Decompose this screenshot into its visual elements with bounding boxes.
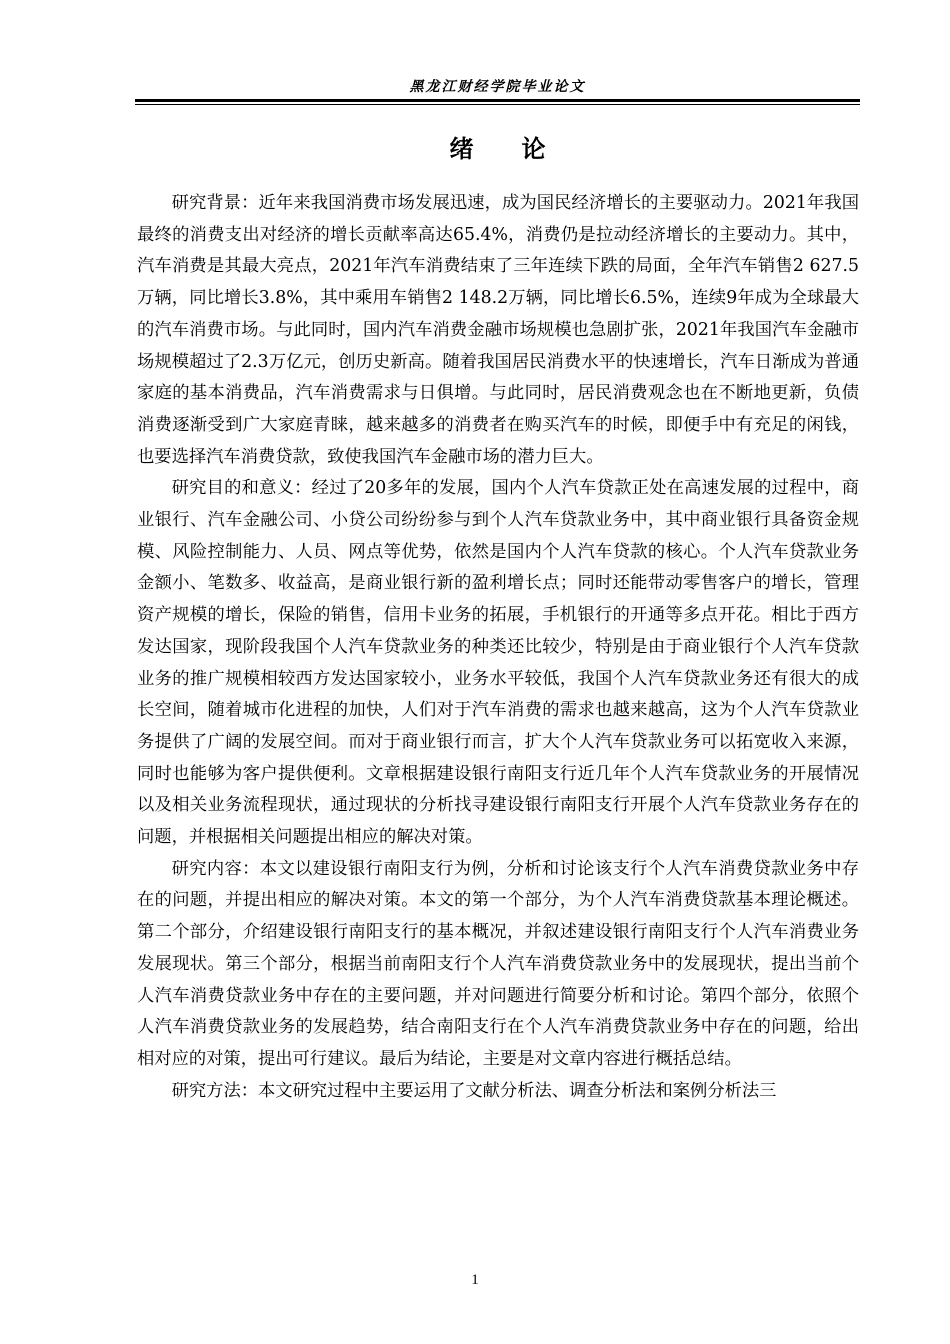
- paragraph-research-method: 研究方法：本文研究过程中主要运用了文献分析法、调查分析法和案例分析法三: [171, 1080, 777, 1101]
- body-text: [137, 188, 859, 1107]
- chapter-title: [135, 133, 860, 165]
- paragraph-research-background: 研究背景：近年来我国消费市场发展迅速，成为国民经济增长的主要驱动力。2021年我国最终的消费支出对经济的增长贡献率高达65.4%，消费仍是拉动经济增长的主要动力。其中，汽车消费是其最大亮点，2021年汽车消费结束了三年连续下跌的局面，全年汽车销售2 627.5万辆，同比增长3.8%，其中乘用车销售2 148.2万辆，同比增长6.5%，连续9年成为全球最大的汽车消费市场。与此同时，国内汽车消费金融市场规模也急剧扩张，2021年我国汽车金融市场规模超过了2.3万亿元，创历史新高。随着我国居民消费水平的快速增长，汽车日渐成为普通家庭的基本消费品，汽车消费需求与日俱增。与此同时，居民消费观念也在不断地更新，负债消费逐渐受到广大家庭青睐，越来越多的消费者在购买汽车的时候，即便手中有充足的闲钱，也要选择汽车消费贷款，致使我国汽车金融市场的潜力巨大。: [137, 193, 859, 467]
- running-header-title: 黑龙江财经学院毕业论文: [409, 79, 586, 95]
- header-rule-thin: [135, 104, 860, 105]
- chapter-title-part-2: 论: [521, 135, 546, 163]
- chapter-title-part-1: 绪: [449, 135, 474, 163]
- page-number: 1: [471, 1272, 479, 1288]
- header-rule-thick: [135, 99, 860, 102]
- paragraph-research-content: 研究内容：本文以建设银行南阳支行为例，分析和讨论该支行个人汽车消费贷款业务中存在的问题，并提出相应的解决对策。本文的第一个部分，为个人汽车消费贷款基本理论概述。第二个部分，介绍建设银行南阳支行的基本概况，并叙述建设银行南阳支行个人汽车消费业务发展现状。第三个部分，根据当前南阳支行个人汽车消费贷款业务中的发展现状，提出当前个人汽车消费贷款业务中存在的主要问题，并对问题进行简要分析和讨论。第四个部分，依照个人汽车消费贷款业务的发展趋势，结合南阳支行在个人汽车消费贷款业务中存在的问题，给出相对应的对策，提出可行建议。最后为结论，主要是对文章内容进行概括总结。: [137, 858, 859, 1069]
- paragraph-research-purpose: 研究目的和意义：经过了20多年的发展，国内个人汽车贷款正处在高速发展的过程中，商业银行、汽车金融公司、小贷公司纷纷参与到个人汽车贷款业务中，其中商业银行具备资金规模、风险控制能力、人员、网点等优势，依然是国内个人汽车贷款的核心。个人汽车贷款业务金额小、笔数多、收益高，是商业银行新的盈利增长点；同时还能带动零售客户的增长，管理资产规模的增长，保险的销售，信用卡业务的拓展，手机银行的开通等多点开花。相比于西方发达国家，现阶段我国个人汽车贷款业务的种类还比较少，特别是由于商业银行个人汽车贷款业务的推广规模相较西方发达国家较小，业务水平较低，我国个人汽车贷款业务还有很大的成长空间，随着城市化进程的加快，人们对于汽车消费的需求也越来越高，这为个人汽车贷款业务提供了广阔的发展空间。而对于商业银行而言，扩大个人汽车贷款业务可以拓宽收入来源，同时也能够为客户提供便利。文章根据建设银行南阳支行近几年个人汽车贷款业务的开展情况以及相关业务流程现状，通过现状的分析找寻建设银行南阳支行开展个人汽车贷款业务存在的问题，并根据相关问题提出相应的解决对策。: [137, 478, 859, 848]
